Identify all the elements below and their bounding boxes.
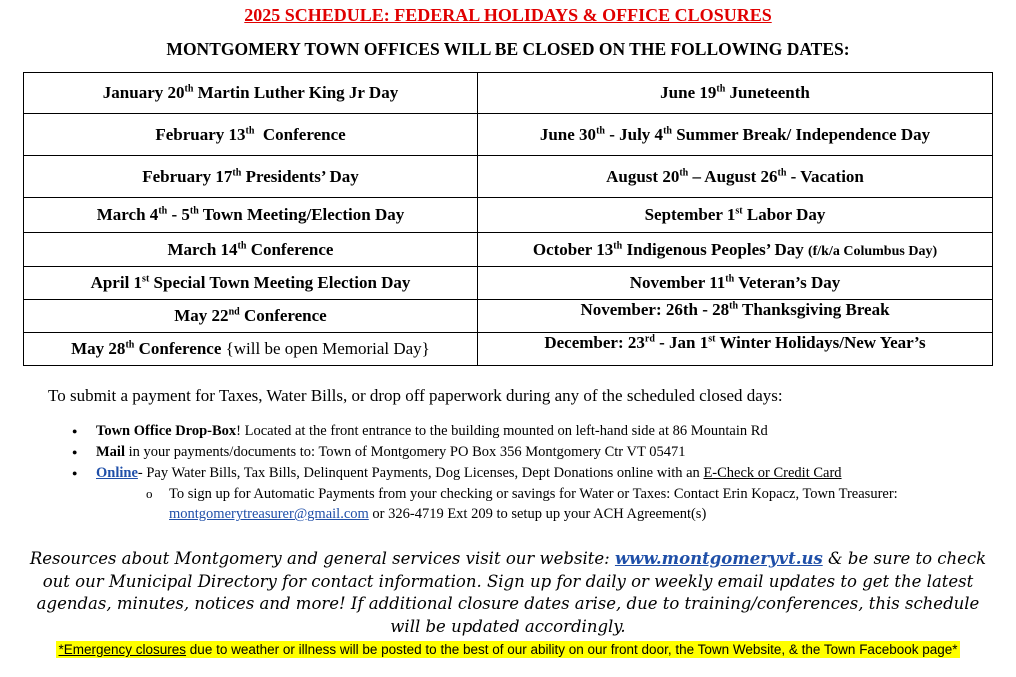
closure-date-cell: November 11th Veteran’s Day bbox=[478, 267, 993, 300]
online-sub-list bbox=[96, 484, 990, 524]
table-row bbox=[24, 198, 993, 233]
payment-intro: To submit a payment for Taxes, Water Bills, or drop off paperwork during any of the scheduled closed days: bbox=[48, 386, 783, 405]
closure-date-cell: September 1st Labor Day bbox=[478, 198, 993, 233]
closure-date-cell: April 1st Special Town Meeting Election Day bbox=[24, 267, 478, 300]
closure-date-cell: March 4th - 5th Town Meeting/Election Day bbox=[24, 198, 478, 233]
list-item: ● Town Office Drop-Box! Located at the front entrance to the building mounted on left-hand side at 86 Mountain Rd bbox=[70, 421, 990, 442]
list-item: ● Mail in your payments/documents to: Town of Montgomery PO Box 356 Montgomery Ctr VT 05471 bbox=[70, 442, 990, 463]
e-check-credit-card-text: E-Check or Credit Card bbox=[703, 465, 842, 481]
table-row bbox=[24, 333, 993, 366]
closure-date-cell: August 20th – August 26th - Vacation bbox=[478, 156, 993, 198]
closure-date-cell: February 17th Presidents’ Day bbox=[24, 156, 478, 198]
page-subtitle: MONTGOMERY TOWN OFFICES WILL BE CLOSED ON THE FOLLOWING DATES: bbox=[166, 39, 850, 59]
website-link[interactable]: www.montgomeryvt.us bbox=[614, 549, 823, 568]
table-row bbox=[24, 267, 993, 300]
closure-date-cell: May 22nd Conference bbox=[24, 300, 478, 333]
payment-options-list bbox=[70, 421, 990, 524]
page-title: 2025 SCHEDULE: FEDERAL HOLIDAYS & OFFICE CLOSURES bbox=[244, 5, 772, 25]
list-item: ● Online- Pay Water Bills, Tax Bills, Delinquent Payments, Dog Licenses, Dept Donations online with an E-Check or Credit Card o To sign up for Automatic Payments from your checking or savings for Water or Taxes: Contact Erin Kopacz, Town Treasurer: montgomerytreasurer@gmail.com or 326-4719 Ext 209 to setup up your ACH Agreement(s) bbox=[70, 463, 990, 524]
closure-date-cell: May 28th Conference {will be open Memorial Day} bbox=[24, 333, 478, 366]
treasurer-email-link[interactable]: montgomerytreasurer@gmail.com bbox=[169, 506, 369, 522]
table-row bbox=[24, 73, 993, 114]
closure-date-cell: October 13th Indigenous Peoples’ Day (f/k/a Columbus Day) bbox=[478, 233, 993, 267]
list-item: o To sign up for Automatic Payments from your checking or savings for Water or Taxes: Contact Erin Kopacz, Town Treasurer: montgomerytreasurer@gmail.com or 326-4719 Ext 209 to setup up your ACH Agreement(s) bbox=[143, 484, 990, 524]
table-row bbox=[24, 114, 993, 156]
table-row bbox=[24, 233, 993, 267]
closure-date-cell: February 13th Conference bbox=[24, 114, 478, 156]
highlighted-notice: *Emergency closures due to weather or illness will be posted to the best of our ability on our front door, the Town Website, & the Town Facebook page* bbox=[58, 642, 958, 657]
online-payment-link[interactable]: Online bbox=[96, 465, 138, 481]
table-row bbox=[24, 156, 993, 198]
closure-date-cell: June 19th Juneteenth bbox=[478, 73, 993, 114]
closure-date-cell: March 14th Conference bbox=[24, 233, 478, 267]
closure-date-cell: January 20th Martin Luther King Jr Day bbox=[24, 73, 478, 114]
resources-paragraph: Resources about Montgomery and general services visit our website: www.montgomeryvt.us & be sure to check out our Municipal Directory for contact information. Sign up for daily or weekly email updates to get the latest agendas, minutes, notices and more! If additional closure dates arise, due to training/conferences, this schedule will be updated accordingly. bbox=[29, 549, 987, 636]
closure-date-cell: December: 23rd - Jan 1st Winter Holidays/New Year’s bbox=[478, 333, 993, 366]
closure-date-cell: June 30th - July 4th Summer Break/ Independence Day bbox=[478, 114, 993, 156]
closure-date-cell: November: 26th - 28th Thanksgiving Break bbox=[478, 300, 993, 333]
emergency-notice bbox=[0, 642, 1016, 657]
table-row bbox=[24, 300, 993, 333]
closure-schedule-table bbox=[23, 72, 993, 366]
